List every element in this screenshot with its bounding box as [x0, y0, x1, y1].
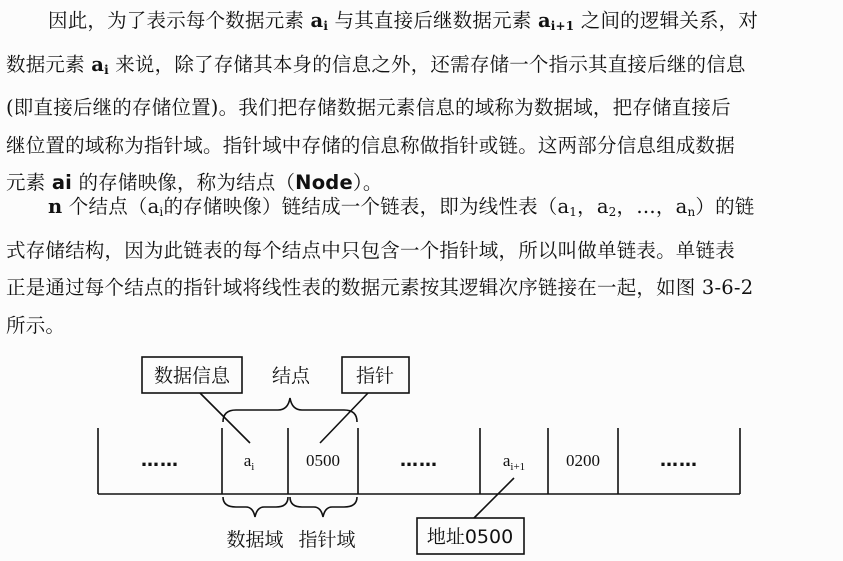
label-data-info: 数据信息	[153, 365, 231, 387]
cell-ellipsis-1: ……	[141, 450, 179, 471]
p1-text-h: 元素	[6, 171, 46, 194]
sub-2: 2	[608, 205, 617, 219]
sub-1: 1	[569, 205, 578, 219]
p2-line-2: 式存储结构，因为此链表的每个结点中只包含一个指针域，所以叫做单链表。单链表	[6, 238, 735, 262]
sub-i: i	[323, 19, 329, 33]
cell-ai1	[503, 451, 525, 473]
p1-text-j: ）。	[352, 171, 383, 194]
p2-text-a: 个结点（a	[62, 195, 160, 218]
p2-text-e: ）的链	[695, 195, 755, 218]
var-a: a	[310, 9, 324, 32]
var-n: n	[48, 195, 63, 218]
cell-ai-var: a	[243, 451, 252, 470]
label-pointer-field: 指针域	[298, 529, 356, 551]
var-a: a	[537, 9, 551, 32]
sub-n: n	[687, 205, 696, 219]
p1-text-c: 之间的逻辑关系，对	[580, 9, 759, 32]
p2-line-4: 所示。	[6, 313, 66, 337]
p1-text-a: 因此，为了表示每个数据元素	[48, 9, 305, 32]
cell-pointer-0500: 0500	[306, 451, 340, 470]
sub-i: i	[104, 62, 109, 77]
node-word: Node	[295, 171, 353, 194]
p2-text-d: ，…，a	[616, 195, 688, 218]
cell-ai	[244, 451, 255, 473]
cell-ellipsis-2: ……	[400, 450, 438, 471]
p2-text-b: 的存储映像）链结成一个链表，即为线性表（a	[163, 195, 570, 218]
data-info-leader	[200, 393, 250, 443]
label-data-field: 数据域	[226, 529, 284, 551]
p1-text-i: 的存储映像，称为结点（	[78, 171, 296, 194]
p1-text-g: 继位置的域称为指针域。指针域中存储的信息称做指针或链。这两部分信息组成数据	[6, 133, 735, 157]
label-pointer: 指针	[355, 365, 395, 387]
sub-i1: i+1	[550, 19, 575, 33]
label-address: 地址0500	[426, 526, 514, 548]
p1-text-e: 来说，除了存储其本身的信息之外，还需存储一个指示其直接后继的信息	[115, 52, 746, 76]
p2-text-c: ，a	[577, 195, 609, 218]
node-brace	[223, 398, 357, 422]
p1-text-d: 数据元素	[6, 52, 85, 76]
cell-ai-sub: i	[251, 461, 255, 473]
cell-ai1-var: a	[502, 451, 511, 470]
data-field-brace	[223, 497, 288, 517]
var-ai: ai	[51, 171, 73, 194]
cell-ai1-sub: i+1	[510, 461, 526, 473]
var-a: a	[91, 52, 105, 76]
pointer-field-brace	[290, 497, 357, 517]
pointer-leader	[320, 393, 368, 443]
label-node: 结点	[271, 365, 311, 387]
cell-ellipsis-3: ……	[660, 450, 698, 471]
cell-pointer-0200: 0200	[566, 451, 600, 470]
p1-text-b: 与其直接后继数据元素	[334, 9, 532, 32]
p1-text-f: (即直接后继的存储位置)。我们把存储数据元素信息的域称为数据域，把存储直接后	[6, 96, 731, 119]
sub-i: i	[159, 205, 164, 219]
p2-line-3: 正是通过每个结点的指针域将线性表的数据元素按其逻辑次序链接在一起，如图 3-6-2	[6, 276, 754, 299]
